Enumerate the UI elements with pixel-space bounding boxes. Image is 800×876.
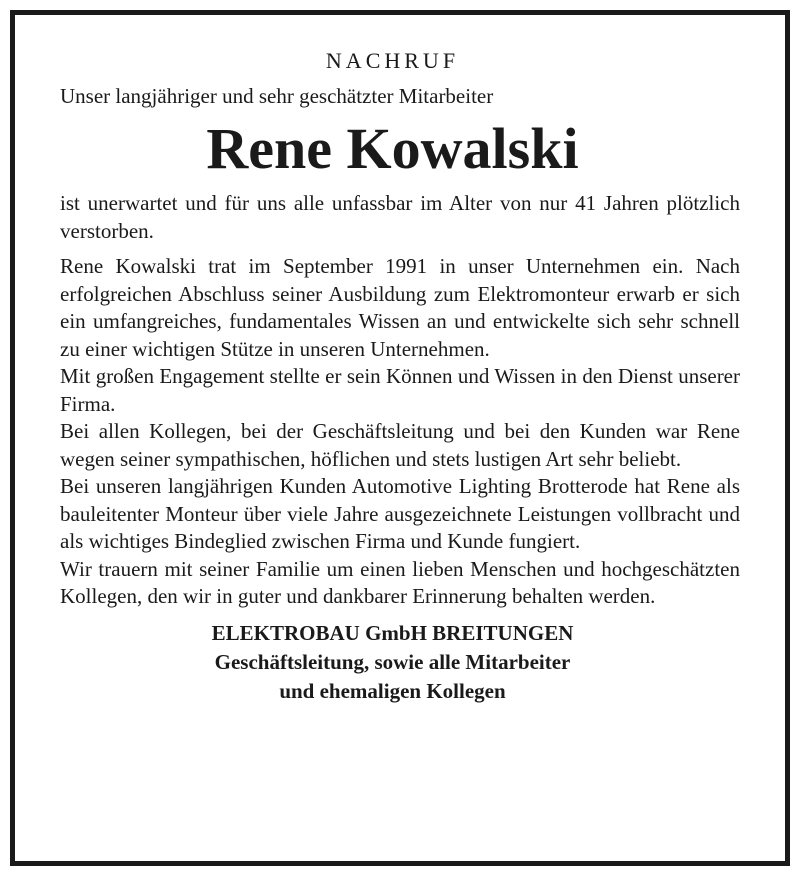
obituary-content [45, 38, 740, 706]
deceased-name: Rene Kowalski [206, 116, 579, 181]
paragraph-career: Rene Kowalski trat im September 1991 in unser Unternehmen ein. Nach erfolgreichen Abschluss seiner Ausbildung zum Elektromonteur erwarb er sich ein umfangreiches, fundamentales Wissen an und entwickelte sich sehr schnell zu einer wichtigen Stütze in unseren Unternehmen. [60, 254, 740, 361]
signature-company: ELEKTROBAU GmbH BREITUNGEN [211, 620, 574, 645]
paragraph-gap [45, 245, 740, 253]
obituary-heading: NACHRUF [325, 48, 460, 73]
paragraph-engagement: Mit großen Engagement stellte er sein Können und Wissen in den Dienst unserer Firma. [60, 364, 740, 416]
paragraph-customers: Bei unseren langjährigen Kunden Automotive Lighting Brotterode hat Rene als bauleitenter Monteur über viele Jahre ausgezeichnete Leistungen vollbracht und als wichtiges Bindeglied zwischen Firma und Kunde fungiert. [60, 474, 740, 553]
paragraph-mourning: Wir trauern mit seiner Familie um einen lieben Menschen und hochgeschätzten Kollegen, den wir in guter und dankbarer Erinnerung behalten werden. [60, 556, 740, 608]
signature-management: Geschäftsleitung, sowie alle Mitarbeiter [214, 649, 571, 674]
paragraph-colleagues: Bei allen Kollegen, bei der Geschäftsleitung und bei den Kunden war Rene wegen seiner sympathischen, höflichen und stets lustigen Art sehr beliebt. [60, 419, 740, 471]
signature-colleagues: und ehemaligen Kollegen [279, 678, 506, 703]
paragraph-death-notice: ist unerwartet und für uns alle unfassbar im Alter von nur 41 Jahren plötzlich verstorben. [60, 191, 740, 243]
intro-text: Unser langjähriger und sehr geschätzter Mitarbeiter [60, 84, 494, 108]
signature-block [45, 619, 740, 706]
